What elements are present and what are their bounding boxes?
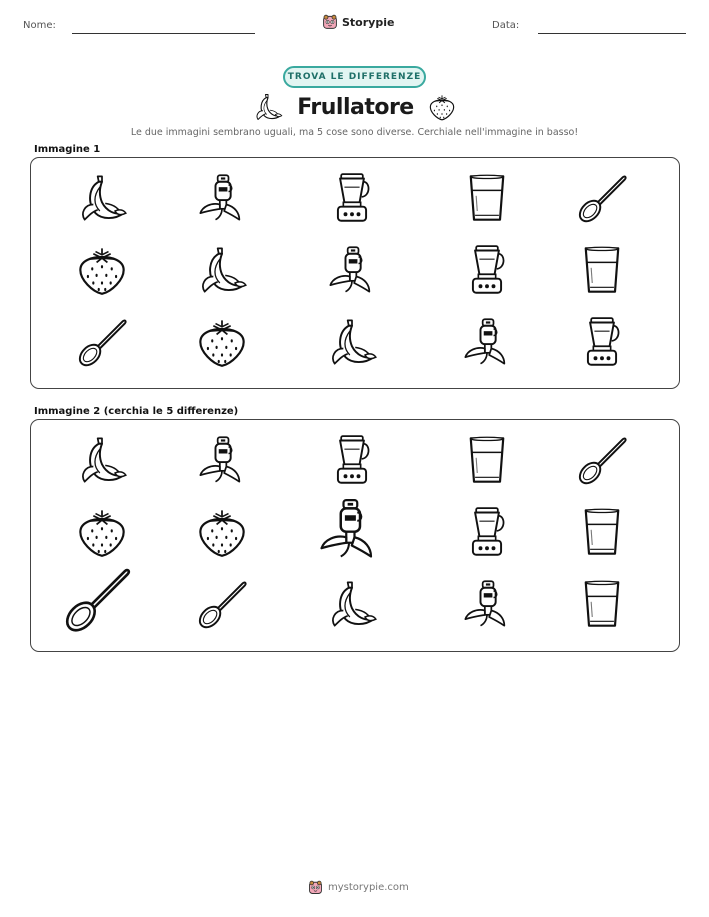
glass-icon bbox=[461, 172, 513, 224]
glass-icon bbox=[576, 244, 628, 296]
title-row bbox=[0, 91, 709, 123]
hand-blender-icon bbox=[461, 316, 513, 368]
hand-blender-icon[interactable] bbox=[196, 434, 248, 486]
blender-icon[interactable] bbox=[326, 434, 378, 486]
banana-icon bbox=[253, 92, 283, 122]
date-label: Data: bbox=[492, 20, 520, 31]
name-label: Nome: bbox=[23, 20, 56, 31]
strawberry-icon bbox=[196, 316, 248, 368]
banana-icon bbox=[326, 316, 378, 368]
footer-url: mystorypie.com bbox=[328, 882, 409, 893]
blender-icon[interactable] bbox=[461, 506, 513, 558]
spoon-icon[interactable] bbox=[196, 578, 248, 630]
picture-2-panel[interactable] bbox=[30, 419, 680, 652]
page-title: Frullatore bbox=[297, 94, 414, 120]
glass-icon[interactable] bbox=[461, 434, 513, 486]
hand-blender-icon[interactable] bbox=[316, 496, 382, 562]
banana-icon[interactable] bbox=[76, 434, 128, 486]
picture-1-label: Immagine 1 bbox=[34, 144, 101, 155]
worksheet-type-badge: TROVA LE DIFFERENZE bbox=[283, 66, 426, 88]
picture-2-label: Immagine 2 (cerchia le 5 differenze) bbox=[34, 406, 239, 417]
picture-1-panel bbox=[30, 157, 680, 389]
blender-icon bbox=[576, 316, 628, 368]
blender-icon bbox=[461, 244, 513, 296]
spoon-icon[interactable] bbox=[576, 434, 628, 486]
hand-blender-icon[interactable] bbox=[461, 578, 513, 630]
storypie-mascot-icon bbox=[322, 14, 338, 30]
banana-icon[interactable] bbox=[326, 578, 378, 630]
hand-blender-icon bbox=[326, 244, 378, 296]
storypie-mascot-icon bbox=[308, 880, 323, 895]
strawberry-icon bbox=[76, 244, 128, 296]
hand-blender-icon bbox=[196, 172, 248, 224]
strawberry-icon[interactable] bbox=[76, 506, 128, 558]
spoon-icon bbox=[76, 316, 128, 368]
banana-icon bbox=[196, 244, 248, 296]
brand-logo bbox=[322, 14, 394, 30]
glass-icon[interactable] bbox=[576, 506, 628, 558]
instructions: Le due immagini sembrano uguali, ma 5 cose sono diverse. Cerchiale nell'immagine in basso! bbox=[130, 127, 579, 138]
banana-icon bbox=[76, 172, 128, 224]
spoon-icon[interactable] bbox=[62, 564, 132, 634]
strawberry-icon bbox=[428, 93, 456, 121]
strawberry-icon[interactable] bbox=[196, 506, 248, 558]
name-line[interactable] bbox=[72, 33, 255, 34]
glass-icon[interactable] bbox=[576, 578, 628, 630]
spoon-icon bbox=[576, 172, 628, 224]
blender-icon bbox=[326, 172, 378, 224]
footer bbox=[308, 880, 409, 895]
date-line[interactable] bbox=[538, 33, 686, 34]
brand-name: Storypie bbox=[342, 15, 395, 29]
